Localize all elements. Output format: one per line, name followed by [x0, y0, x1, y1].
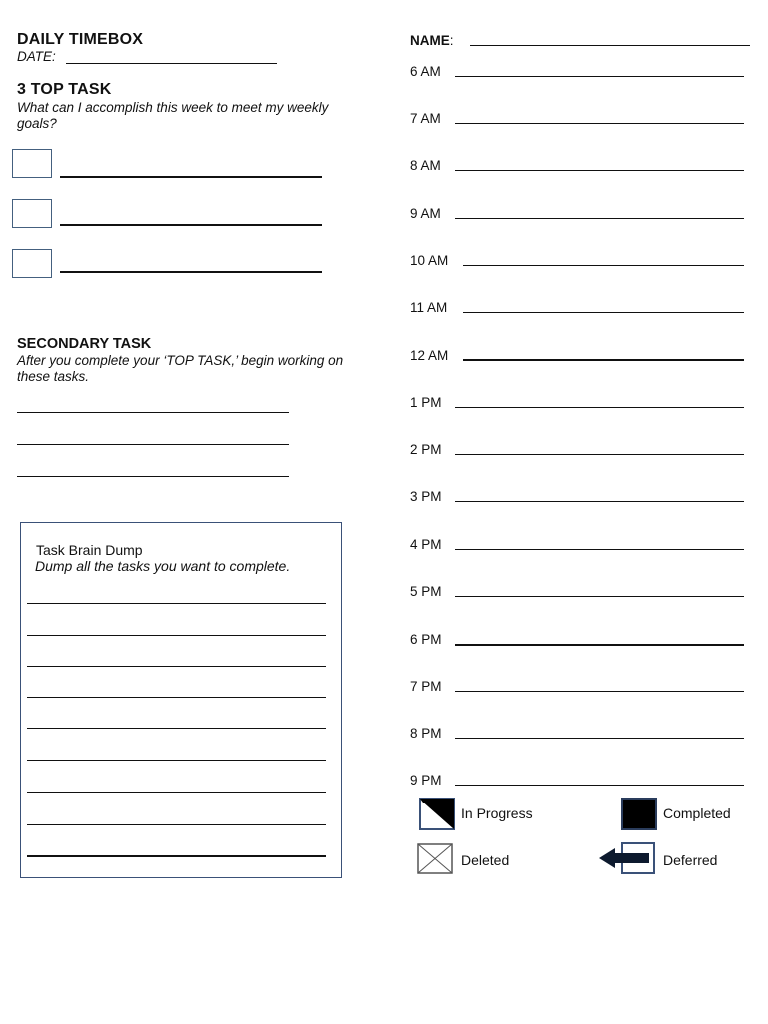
top-task-checkbox-3[interactable] — [12, 249, 52, 278]
crossed-box-icon — [417, 843, 453, 874]
brain-dump-line-6[interactable] — [27, 760, 326, 761]
time-slot-line-2pm[interactable] — [455, 454, 744, 455]
name-field[interactable] — [470, 45, 750, 46]
legend-in-progress: In Progress — [461, 805, 533, 821]
arrow-box-icon — [598, 842, 656, 874]
brain-dump-box — [20, 522, 342, 878]
brain-dump-line-1[interactable] — [27, 603, 326, 604]
secondary-task-heading: SECONDARY TASK — [17, 336, 152, 352]
time-label-7pm: 7 PM — [410, 679, 442, 694]
top-task-checkbox-1[interactable] — [12, 149, 52, 178]
time-slot-line-9pm[interactable] — [455, 785, 744, 786]
time-label-2pm: 2 PM — [410, 442, 442, 457]
time-label-1pm: 1 PM — [410, 395, 442, 410]
date-label: DATE: — [17, 49, 56, 64]
half-filled-box-icon — [419, 798, 455, 830]
time-slot-line-11am[interactable] — [463, 312, 744, 313]
legend-completed: Completed — [663, 805, 731, 821]
brain-dump-line-3[interactable] — [27, 666, 326, 667]
time-slot-line-5pm[interactable] — [455, 596, 744, 597]
top-task-heading: 3 TOP TASK — [17, 81, 112, 98]
date-field[interactable] — [66, 63, 277, 64]
brain-dump-line-4[interactable] — [27, 697, 326, 698]
secondary-task-line-2[interactable] — [17, 444, 289, 445]
brain-dump-description: Dump all the tasks you want to complete. — [35, 558, 291, 574]
time-label-6am: 6 AM — [410, 64, 441, 79]
time-label-3pm: 3 PM — [410, 489, 442, 504]
time-slot-line-4pm[interactable] — [455, 549, 744, 550]
brain-dump-line-8[interactable] — [27, 824, 326, 825]
time-slot-line-1pm[interactable] — [455, 407, 744, 408]
time-label-7am: 7 AM — [410, 111, 441, 126]
time-slot-line-8am[interactable] — [455, 170, 744, 171]
top-task-line-1[interactable] — [60, 176, 322, 178]
time-label-10am: 10 AM — [410, 253, 449, 268]
secondary-task-line-3[interactable] — [17, 476, 289, 477]
brain-dump-title: Task Brain Dump — [36, 542, 143, 558]
brain-dump-line-7[interactable] — [27, 792, 326, 793]
name-label-text: NAME — [410, 33, 450, 48]
time-slot-line-6am[interactable] — [455, 76, 744, 77]
time-label-11am: 11 AM — [410, 300, 448, 315]
name-label — [410, 33, 454, 48]
time-slot-line-7am[interactable] — [455, 123, 744, 124]
time-label-9pm: 9 PM — [410, 773, 442, 788]
legend-deferred: Deferred — [663, 852, 718, 868]
brain-dump-line-9[interactable] — [27, 855, 326, 857]
top-task-description: What can I accomplish this week to meet my weekly goals? — [17, 100, 329, 131]
time-label-12am: 12 AM — [410, 348, 449, 363]
top-task-checkbox-2[interactable] — [12, 199, 52, 228]
time-label-5pm: 5 PM — [410, 584, 442, 599]
time-slot-line-12am[interactable] — [463, 359, 744, 361]
page-title: DAILY TIMEBOX — [17, 31, 144, 48]
time-slot-line-8pm[interactable] — [455, 738, 744, 739]
brain-dump-line-2[interactable] — [27, 635, 326, 636]
time-slot-line-3pm[interactable] — [455, 501, 744, 502]
top-task-line-3[interactable] — [60, 271, 322, 273]
top-task-line-2[interactable] — [60, 224, 322, 226]
legend-deleted: Deleted — [461, 852, 510, 868]
time-label-8am: 8 AM — [410, 158, 441, 173]
brain-dump-line-5[interactable] — [27, 728, 326, 729]
time-label-6pm: 6 PM — [410, 632, 442, 647]
time-slot-line-10am[interactable] — [463, 265, 744, 266]
time-slot-line-7pm[interactable] — [455, 691, 744, 692]
time-label-4pm: 4 PM — [410, 537, 442, 552]
time-slot-line-6pm[interactable] — [455, 644, 744, 646]
name-label-colon: : — [449, 33, 454, 48]
time-label-9am: 9 AM — [410, 206, 441, 221]
time-label-8pm: 8 PM — [410, 726, 442, 741]
secondary-task-description: After you complete your ‘TOP TASK,’ begin working on these tasks. — [17, 353, 344, 384]
secondary-task-line-1[interactable] — [17, 412, 289, 413]
time-slot-line-9am[interactable] — [455, 218, 744, 219]
filled-box-icon — [621, 798, 657, 830]
